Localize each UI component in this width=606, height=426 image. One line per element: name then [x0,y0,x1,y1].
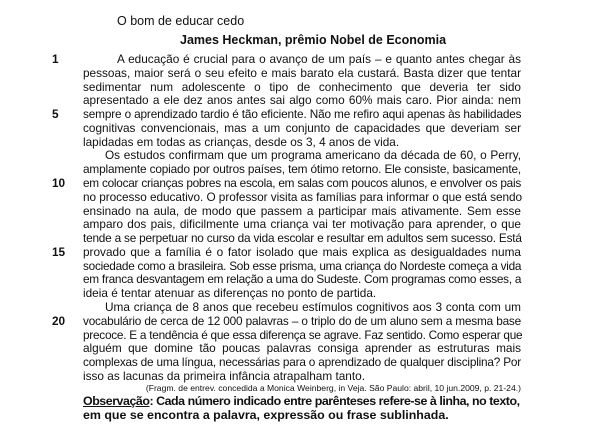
text-line: tende a se perpetuar no curso da vida escolar e resultar em adultos sem sucesso. Está [83,231,522,246]
text-line: amparo dos pais, dificilmente uma criança vai ter motivação para aprender, o que [83,217,521,232]
text-line: sociedade como a brasileira. Sob esse prisma, uma criança do Nordeste começa a vida [83,258,522,273]
observation-line-1 [83,394,521,408]
text-line: apresentado a ele dez anos antes sai algo como 60% mais caro. Pior ainda: nem [83,93,521,108]
text-line: Uma criança de 8 anos que recebeu estímulos cognitivos aos 3 conta com um [105,300,521,315]
text-line: ensinado na aula, de modo que passem a participar mais ativamente. Sem esse [83,203,521,218]
citation: (Fragm. de entrev. concedida a Monica Weinberg, in Veja. São Paulo: abril, 10 jun.2009, p. 21-24.) [145,383,521,393]
text-line: cognitivas convencionais, mas a um conjunto de capacidades que deveriam ser [83,120,521,135]
text-line: vocabulário de cerca de 12 000 palavras – o triplo do de um aluno sem a mesma base [83,313,521,328]
text-line: sedimentar num adolescente o tipo de conhecimento que deveria ter sido [83,79,521,94]
line-number: 1 [52,52,59,66]
text-author: James Heckman, prêmio Nobel de Economia [180,33,447,47]
line-number: 5 [52,107,59,122]
text-line: provado que a família é o fator isolado que mais explica as desigualdades numa [83,244,521,259]
text-line: lapidadas em todas as crianças, desde os 3, 4 anos de vida. [83,134,400,149]
line-number: 10 [52,176,66,191]
text-line: isso as lacunas da primeira infância atrapalham tanto. [83,368,365,383]
observation-line-2: em que se encontra a palavra, expressão ou frase sublinhada. [83,408,449,422]
text-line: em franca desvantagem em relação a uma do Sudeste. Com programas como esses, a [83,272,522,287]
text-line: precoce. E a tendência é que essa diferença se agrave. Faz sentido. Como esperar que [83,327,523,342]
text-line: pessoas, maior será o seu efeito e mais barato ela custará. Basta dizer que tentar [83,65,521,80]
text-line: no processo educativo. O professor visita as famílias para informar o que está sendo [83,189,523,204]
text-line: sempre o aprendizado tardio é tão eficiente. Não me refiro aqui apenas às habilidades [83,107,522,122]
text-line: A educação é crucial para o avanço de um país – e quanto antes chegar às [117,52,521,66]
observation-text-1: : Cada número indicado entre parênteses refere-se à linha, no texto, [149,394,520,408]
text-line: em colocar crianças pobres na escola, em salas com poucos alunos, e envolver os pais [83,176,521,191]
line-number: 20 [52,313,66,328]
text-title: O bom de educar cedo [117,14,245,28]
text-line: alguém que domine tão poucas palavras consiga aprender as estruturas mais [83,341,521,356]
text-line: complexas de uma língua, necessárias para o aprendizado de qualquer disciplina? Por [83,355,521,370]
observation-label: Observação [83,394,150,408]
text-line: Os estudos confirmam que um programa americano da década de 60, o Perry, [105,148,521,163]
line-number: 15 [52,244,66,259]
text-line: ideia é tentar atenuar as diferenças no ponto de partida. [83,286,377,301]
text-line: amplamente copiado por outros países, tem ótimo retorno. Ele consiste, basicamente, [83,162,521,177]
